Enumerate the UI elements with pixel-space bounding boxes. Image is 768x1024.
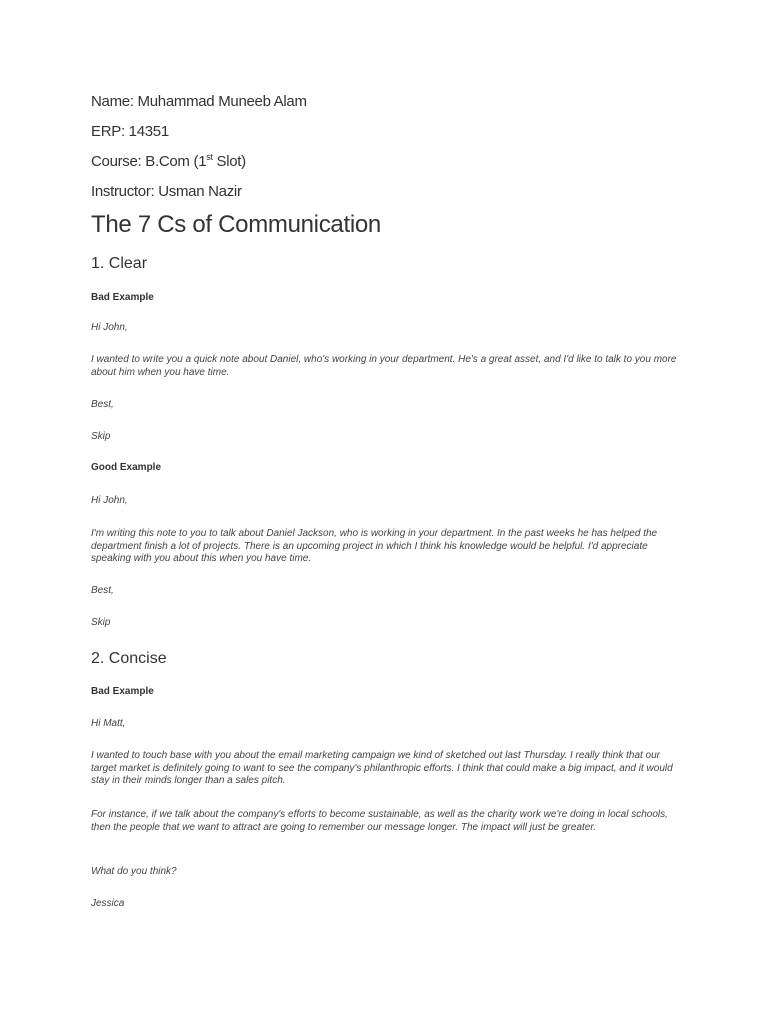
section-heading-concise: 2. Concise xyxy=(91,650,167,667)
course-superscript: st xyxy=(206,152,213,162)
good-example-label: Good Example xyxy=(91,462,162,473)
email-body: For instance, if we talk about the company's efforts to become sustainable, as well as the charity work we're doing in local schools, then the people that we want to attract are going to remember our message longer. The impact will just be greater. xyxy=(91,809,668,833)
email-greeting: Hi Matt, xyxy=(91,718,126,729)
email-signature: Skip xyxy=(91,617,111,628)
student-name: Name: Muhammad Muneeb Alam xyxy=(91,93,307,110)
erp-number: ERP: 14351 xyxy=(91,123,169,140)
email-greeting: Hi John, xyxy=(91,495,128,506)
document-title: The 7 Cs of Communication xyxy=(91,211,381,238)
email-body: I wanted to touch base with you about the email marketing campaign we kind of sketched out last Thursday. I really think that our target market is definitely going to want to see the company's philanthropic efforts. I think that could make a big impact, and it would stay in their minds longer than a sales pitch. xyxy=(91,750,673,786)
email-body: I wanted to write you a quick note about Daniel, who's working in your department. He's a great asset, and I'd like to talk to you more about him when you have time. xyxy=(91,354,677,378)
bad-example-label: Bad Example xyxy=(91,292,154,303)
email-closing: Best, xyxy=(91,399,114,410)
email-greeting: Hi John, xyxy=(91,322,128,333)
course-info xyxy=(91,153,246,170)
email-body: I'm writing this note to you to talk about Daniel Jackson, who is working in your department. In the past weeks he has helped the department finish a lot of projects. There is an upcoming project in which I think his knowledge would be helpful. I'd appreciate speaking with you about this when you have time. xyxy=(91,528,658,564)
email-signature: Jessica xyxy=(91,898,125,909)
bad-example-label: Bad Example xyxy=(91,686,154,697)
email-signature: Skip xyxy=(91,431,111,442)
course-suffix: Slot) xyxy=(212,153,246,170)
email-closing: Best, xyxy=(91,585,114,596)
email-question: What do you think? xyxy=(91,866,177,877)
instructor-name: Instructor: Usman Nazir xyxy=(91,183,242,200)
section-heading-clear: 1. Clear xyxy=(91,255,148,272)
course-prefix: Course: B.Com (1 xyxy=(91,153,207,170)
